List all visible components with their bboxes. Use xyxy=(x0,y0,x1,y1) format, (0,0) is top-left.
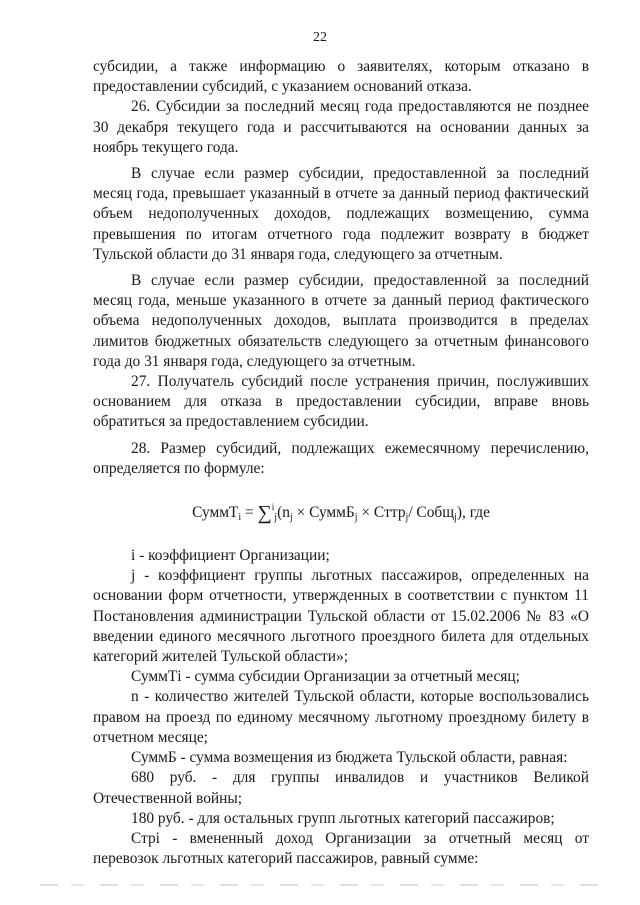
formula-lhs: СуммТ xyxy=(192,504,239,522)
sum-sub: j xyxy=(274,512,278,524)
paragraph-excess-return: В случае если размер субсидии, предоставленной за последний месяц года, превышает указанный в отчете за данный период фактический объем недополученных доходов, подлежащих возмещению, сумма превышения по итогам отчетного года подлежит возврату в бюджет Тульской области до 31 января года, следующего за отчетным. xyxy=(93,165,589,263)
document-body xyxy=(93,57,589,869)
formula-o-sub: j xyxy=(454,512,457,524)
paragraph-28: 28. Размер субсидий, подлежащих ежемесячному перечислению, определяется по формуле: xyxy=(93,439,589,477)
definition-stri: Стрi - вмененный доход Организации за отчетный месяц от перевозок льготных категорий пассажиров, равный сумме: xyxy=(93,829,589,868)
paragraph-26: 26. Субсидии за последний месяц года предоставляются не позднее 30 декабря текущего года и рассчитываются на основании данных за ноябрь текущего года. xyxy=(93,98,589,156)
formula-div-sobsh: / Собщ xyxy=(408,504,455,522)
formula-c-sub: j xyxy=(405,512,409,524)
formula-b-sub: j xyxy=(354,512,358,524)
formula-body-open: (n xyxy=(277,504,290,522)
formula-eq: = xyxy=(241,504,258,522)
definition-j: j - коэффициент группы льготных пассажиров, определенных на основании форм отчетности, утвержденных в соответствии с пунктом 11 Постановления администрации Тульской области от 15.02.2006 № 83 «О введении единого месячного льготного проездного билета для отдельных категорий жителей Тульской области»; xyxy=(93,567,589,666)
definition-180: 180 руб. - для остальных групп льготных категорий пассажиров; xyxy=(131,809,555,827)
formula-times-cttr: × Cттр xyxy=(357,504,406,522)
scan-artifact-line xyxy=(40,884,600,886)
sum-symbol: ∑ xyxy=(257,502,272,525)
formula-n-sub: j xyxy=(289,512,293,524)
paragraph-27: 27. Получатель субсидий после устранения причин, послуживших основанием для отказа в предоставлении субсидии, вправе вновь обратиться за предоставлением субсидии. xyxy=(93,373,589,431)
definition-summti: СуммТi - сумма субсидии Организации за отчетный месяц; xyxy=(131,668,520,686)
formula-times-summb: × СуммБ xyxy=(292,504,355,522)
definition-n: n - количество жителей Тульской области, которые воспользовались правом на проезд по единому месячному льготному проездному билету в отчетном месяце; xyxy=(93,688,589,746)
subsidy-formula xyxy=(93,495,589,530)
definition-i: i - коэффициент Организации; xyxy=(131,547,330,565)
paragraph-shortfall-payment: В случае если размер субсидии, предоставленной за последний месяц года, меньше указанного в отчете за данный период фактического объема недополученных доходов, выплата производится в пределах лимитов бюджетных обязательств следующего за отчетным финансового года до 31 января года, следующего за отчетным. xyxy=(93,272,589,370)
formula-lhs-sub: i xyxy=(238,512,242,524)
paragraph-continuation: субсидии, а также информацию о заявителях, которым отказано в предоставлении субсидий, с указанием оснований отказа. xyxy=(93,58,589,96)
definition-680: 680 руб. - для группы инвалидов и участников Великой Отечественной войны; xyxy=(93,769,589,807)
formula-close: ), где xyxy=(456,504,490,522)
definition-summb: СуммБ - сумма возмещения из бюджета Тульской области, равная: xyxy=(131,749,568,767)
page-number: 22 xyxy=(313,30,327,45)
sum-sup: i xyxy=(271,502,275,513)
